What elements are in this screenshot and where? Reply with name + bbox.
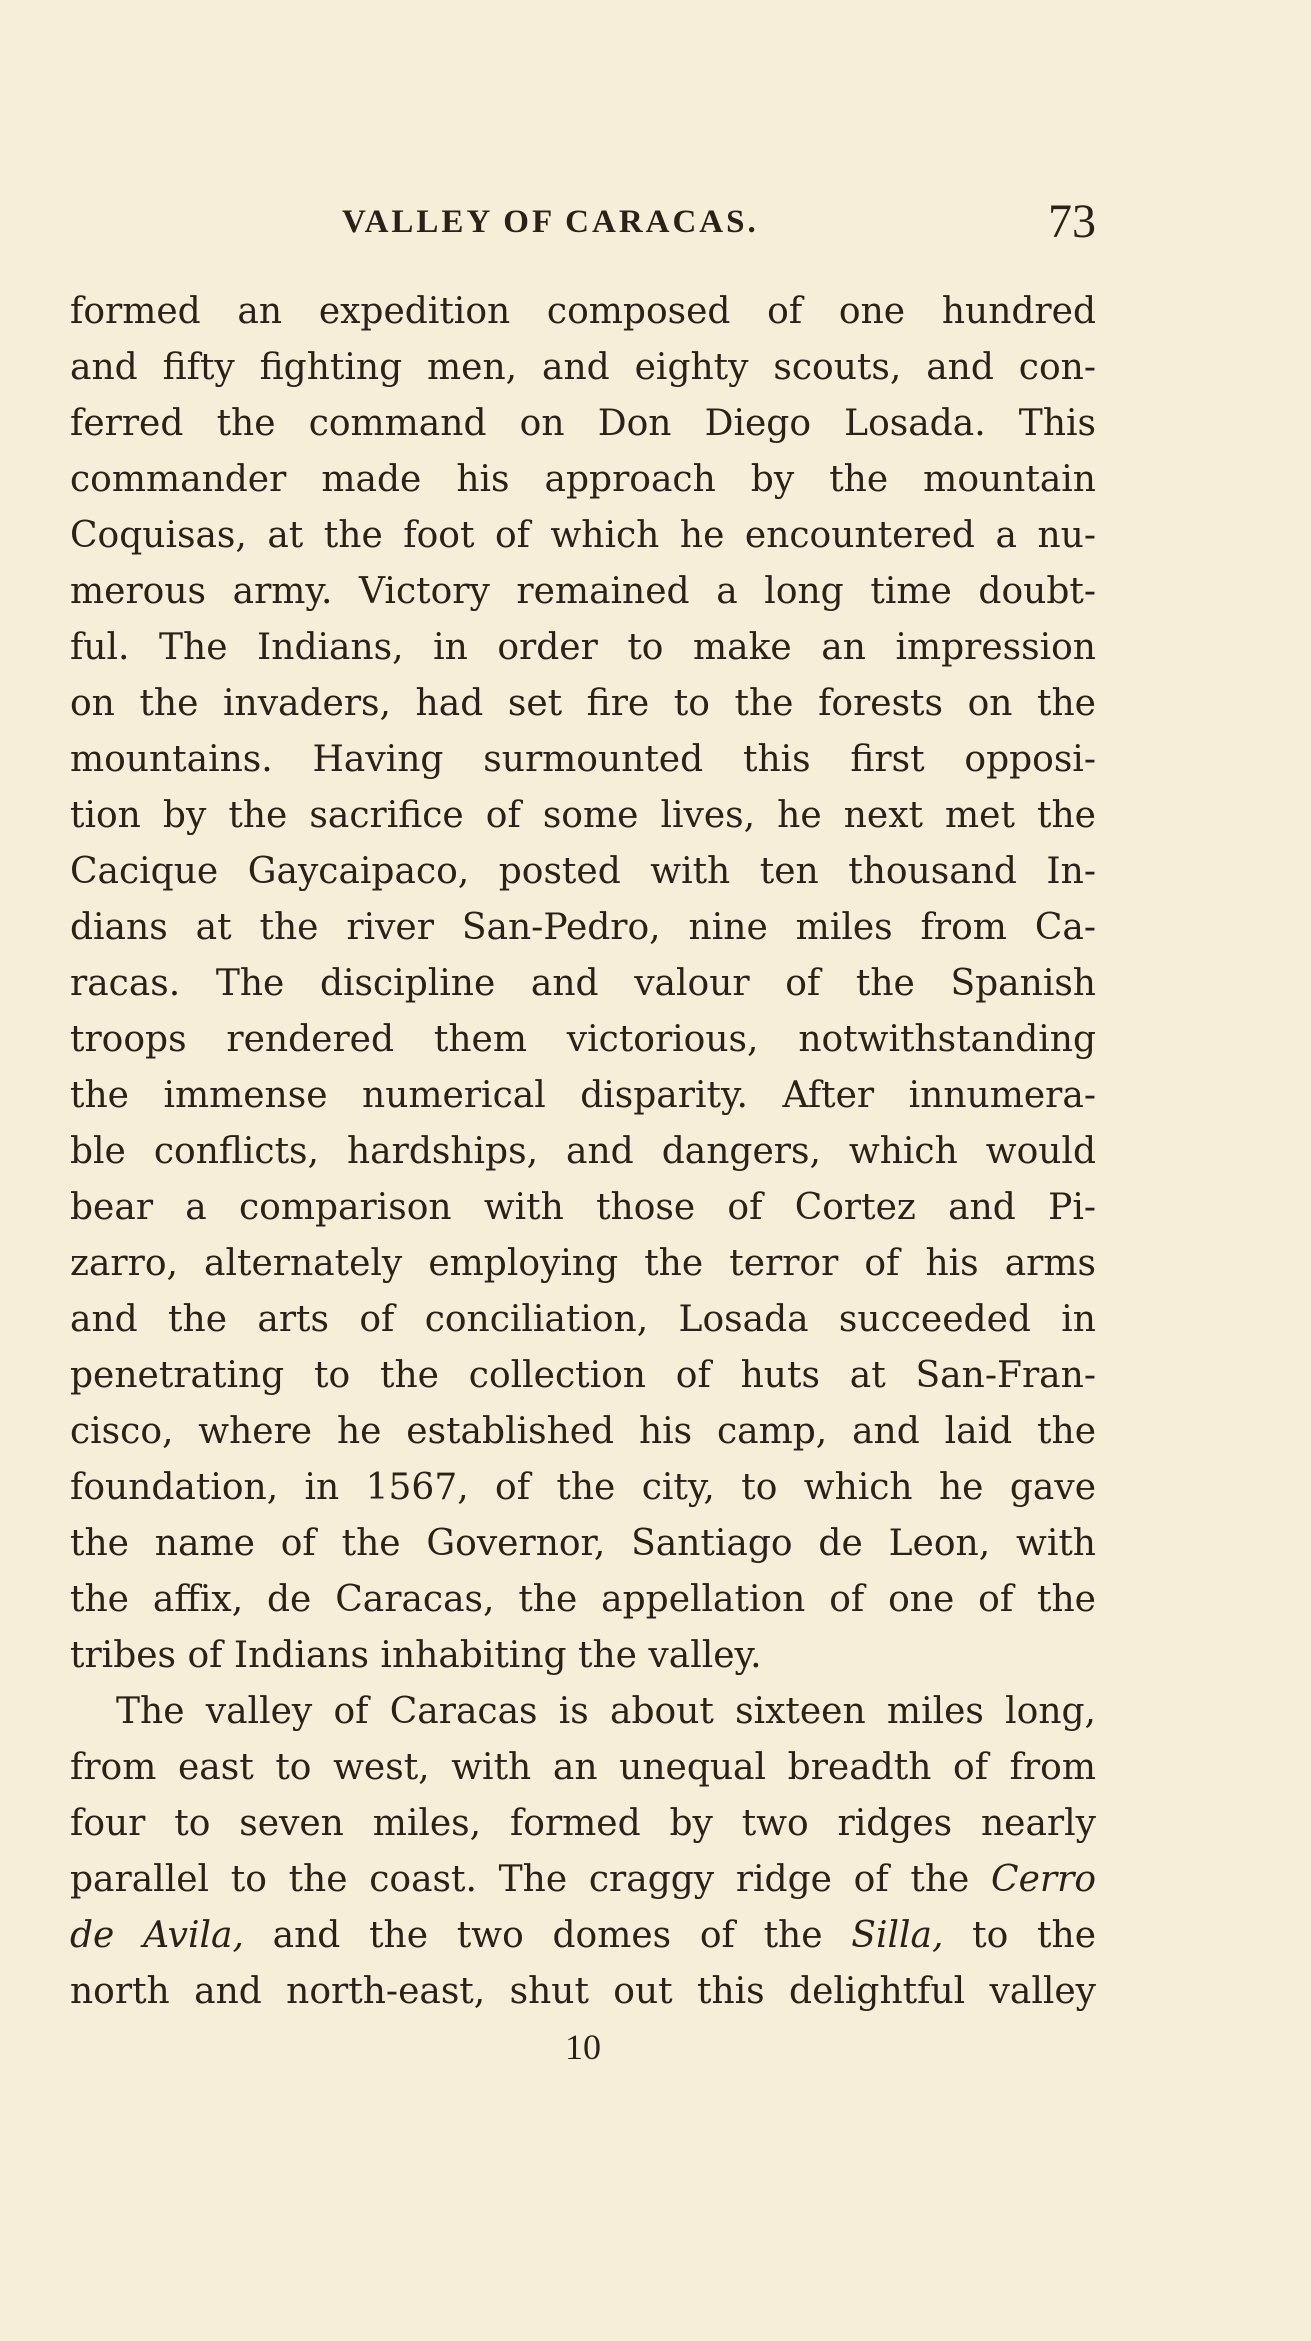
text-line: mountains. Having surmounted this first opposi-: [70, 739, 1096, 780]
text-line: formed an expedition composed of one hundred: [70, 291, 1096, 332]
text-line: [70, 1852, 1096, 1908]
text-line: penetrating to the collection of huts at San-Fran-: [70, 1355, 1096, 1396]
text-line: and the arts of conciliation, Losada succeeded in: [70, 1299, 1096, 1340]
text-line: ful. The Indians, in order to make an impression: [70, 627, 1096, 668]
text-line: on the invaders, had set fire to the forests on the: [70, 683, 1096, 724]
text-line: ble conflicts, hardships, and dangers, which would: [70, 1131, 1096, 1172]
text-line: cisco, where he established his camp, and laid the: [70, 1411, 1096, 1452]
text-line: commander made his approach by the mountain: [70, 459, 1096, 500]
text-line: the name of the Governor, Santiago de Leon, with: [70, 1523, 1096, 1564]
text-line: four to seven miles, formed by two ridges nearly: [70, 1803, 1096, 1844]
text-line: and fifty fighting men, and eighty scouts, and con-: [70, 347, 1096, 388]
text-line: the immense numerical disparity. After innumera-: [70, 1075, 1096, 1116]
text-line: tion by the sacrifice of some lives, he next met the: [70, 795, 1096, 836]
running-head: [70, 194, 1096, 254]
text-line: Coquisas, at the foot of which he encountered a nu-: [70, 515, 1096, 556]
signature-mark: 10: [565, 2027, 601, 2067]
text-line: [70, 1908, 1096, 1964]
text-line: merous army. Victory remained a long time doubt-: [70, 571, 1096, 612]
text-line: The valley of Caracas is about sixteen miles long,: [116, 1691, 1096, 1732]
text-line: foundation, in 1567, of the city, to which he gave: [70, 1467, 1096, 1508]
paragraph-1: [70, 284, 1096, 1684]
text-line: troops rendered them victorious, notwithstanding: [70, 1019, 1096, 1060]
text-span: and the two domes of the: [272, 1915, 823, 1956]
text-line: tribes of Indians inhabiting the valley.: [70, 1635, 762, 1676]
paragraph-2: [70, 1684, 1096, 2020]
text-line: racas. The discipline and valour of the Spanish: [70, 963, 1096, 1004]
text-line: the affix, de Caracas, the appellation of one of the: [70, 1579, 1096, 1620]
italic-term: Cerro: [991, 1859, 1096, 1900]
text-line: Cacique Gaycaipaco, posted with ten thousand In-: [70, 851, 1096, 892]
italic-term: de Avila,: [70, 1915, 244, 1956]
text-line: bear a comparison with those of Cortez and Pi-: [70, 1187, 1096, 1228]
page-number: 73: [1048, 195, 1096, 248]
body-text: [70, 284, 1096, 2020]
text-line: dians at the river San-Pedro, nine miles from Ca-: [70, 907, 1096, 948]
italic-term: Silla,: [851, 1915, 944, 1956]
text-span: parallel to the coast. The craggy ridge of the: [70, 1859, 970, 1900]
text-line: north and north-east, shut out this delightful valley: [70, 1971, 1096, 2012]
text-line: ferred the command on Don Diego Losada. This: [70, 403, 1096, 444]
running-title: VALLEY OF CARACAS.: [342, 204, 759, 240]
text-span: to the: [972, 1915, 1096, 1956]
text-line: from east to west, with an unequal breadth of from: [70, 1747, 1096, 1788]
text-line: zarro, alternately employing the terror of his arms: [70, 1243, 1096, 1284]
